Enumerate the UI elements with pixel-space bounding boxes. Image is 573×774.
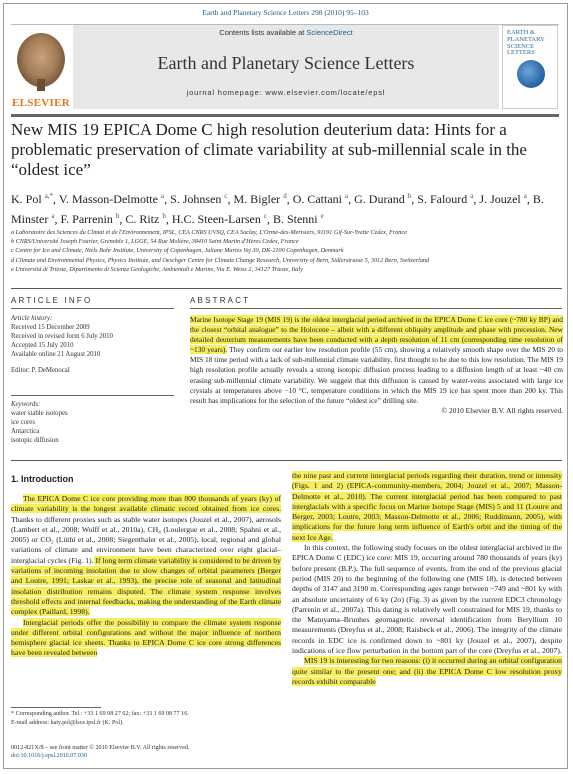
abstract-text: They confirm our earlier low resolution profile (55 cm), showing a relatively smooth shape over the MIS 20 to MIS 18 time period with a lack of sub-millennial climate variability, first thought to be due to this low resolution. The MIS 19 high resolution profile actually reveals a strong isotopic diffusion process leading to a diffusion length of at least ~40 cm erasing sub-millennial climate variability. We suggest that this diffusion is caused by water-veins associated with large ice crystals at temperatures above −10 °C, temperature conditions in which the MIS 19 ice has spent more than 200 ky. This result has implications for the selection of the future “oldest ice” drilling site.	[190, 345, 564, 405]
affiliation-marker[interactable]: a,*	[44, 192, 54, 200]
issn-line: 0012-821X/$ – see front matter © 2010 Elsevier B.V. All rights reserved.	[11, 745, 190, 751]
journal-reference[interactable]: Earth and Planetary Science Letters 298 (2010) 95–103	[202, 8, 369, 17]
abstract-highlight: Marine Isotope Stage 19 (MIS 19) is the oldest interglacial period archived in the EPICA Dome C ice core (~780 ky BP) and the closest “orbital analogue” to the Holocene – albeit with a different obliquity amplitude and phase with precession. New detailed deuterium measurements have been conducted with a depth resolution of 11 cm (corresponding time resolution of ~130 years).	[190, 315, 563, 355]
author-name: M. Bigler $^d$	[233, 192, 287, 206]
article-history	[11, 314, 176, 359]
keyword: water stable isotopes	[11, 410, 68, 417]
divider	[11, 288, 562, 289]
affiliation: d Climate and Environmental Physics, Physics Institute, and Oeschger Centre for Climate Change Research, University of Bern, Sidlerstrasse 5, 3012 Bern, Switzerland	[11, 256, 430, 264]
author-name: H.C. Steen-Larsen $^c$	[171, 211, 267, 226]
affiliation-marker[interactable]: a	[470, 192, 474, 200]
paragraph	[292, 656, 562, 687]
affiliation: a Laboratoire des Sciences du Climat et de l'Environnement, IPSL, CEA CNRS UVSQ, CEA Saclay, L'Orme-des-Merisiers, 91191 Gif-Sur-Yvette Cedex, France	[11, 229, 407, 236]
history-item: Available online 21 August 2010	[11, 351, 101, 358]
divider	[11, 460, 562, 461]
affiliation-marker[interactable]: a	[523, 192, 527, 200]
paragraph	[11, 494, 281, 618]
author-name: B. Stenni $^e$	[272, 211, 324, 226]
highlight: the nine past and current interglacial periods regarding their duration, trend or intensity (Figs. 1 and 2) (EPICA-community-members, 2004; Jouzel et al., 2007; Masson-Delmotte et al., 2010). The current interglacial period has been compared to past interglacials with a specific focus on Marine Isotope Stage (MIS) 5 and 11 (Loutre and Berger, 2003; Loutre, 2003; Masson-Delmotte et al., 2006; Ruddimann, 2005), with implications for the future long term influence of Earth's orbit and the timing of the next Ice Age.	[292, 471, 562, 542]
corresponding-author: * Corresponding author. Tel.: +33 1 69 08 27 02; fax: +33 1 69 08 77 16.	[11, 711, 189, 717]
tree-trunk-icon	[37, 79, 45, 91]
history-item: Accepted 15 July 2010	[11, 342, 74, 349]
history-label: Article history:	[11, 315, 53, 322]
author-name: B. Minster $^a$	[11, 192, 544, 226]
author-name: F. Parrenin $^b$	[60, 211, 120, 226]
right-column	[292, 471, 562, 687]
affiliation: b CNRS/Université Joseph Fourier, Grenoble 1, LGGE, 54 Rue Molière, 38410 Saint Martin d'Hères Cedex, France	[11, 238, 299, 246]
highlight: MIS 19 is interesting for two reasons: (i) it occurred during an orbital configuration quite similar to the present one; and (ii) the EPICA Dome C low resolution proxy records exhibit comparable	[292, 656, 562, 686]
highlight: If long term climate variability is considered to be driven by variations of incoming insolation due to slow changes of orbital parameters (Berger and Loutre, 1991; Laskar et al., 1993), the precise role of seasonal and latitudinal insolation distribution remains disputed. The climate system response involves threshold effects and internal feedbacks, making the understanding of the Earth climate complex (Paillard, 1998).	[11, 555, 281, 617]
author-name: V. Masson-Delmotte $^a$	[58, 192, 165, 206]
divider	[190, 308, 562, 309]
affiliation-marker[interactable]: c	[224, 192, 228, 200]
email-address[interactable]: E-mail address: katy.pol@lsce.ipsl.fr (K. Pol).	[11, 719, 124, 726]
header-banner	[73, 25, 499, 109]
keyword: isotopic diffusion	[11, 437, 59, 444]
journal-cover-thumbnail	[502, 25, 558, 109]
affiliation: e Università di Trieste, Dipartimento di Scienze Geologiche, Ambientali e Marine, Via E. Weiss 2, 34127 Trieste, Italy	[11, 265, 303, 273]
affiliation-marker[interactable]: b	[407, 192, 412, 200]
contents-prefix: Contents lists available at	[219, 28, 307, 37]
copyright: © 2010 Elsevier B.V. All rights reserved.	[441, 405, 563, 415]
highlight: Interglacial periods offer the possibility to compare the climate system response under different orbital configurations and without the major influence of northern hemisphere glacial ice sheets. Thanks to EPICA Dome C ice core strong differences have been revealed between	[11, 617, 281, 658]
editor-line: Editor: P. DeMenocal	[11, 367, 70, 374]
left-column	[11, 494, 281, 659]
journal-header	[11, 24, 559, 117]
abstract-heading: ABSTRACT	[190, 296, 251, 305]
affiliation-marker[interactable]: d	[283, 192, 287, 200]
journal-title: Earth and Planetary Science Letters	[157, 53, 415, 73]
journal-homepage[interactable]: journal homepage: www.elsevier.com/locate/epsl	[186, 88, 386, 97]
affiliation-marker[interactable]: b	[115, 211, 120, 220]
history-item: Received 15 December 2009	[11, 324, 90, 331]
footnote-divider	[11, 707, 101, 708]
contents-line	[73, 28, 499, 37]
publisher-logo-text: ELSEVIER	[11, 97, 71, 109]
affiliation-list	[11, 228, 561, 274]
globe-icon	[517, 60, 545, 88]
abstract-body	[190, 315, 563, 416]
author-name: S. Falourd $^a$	[417, 192, 474, 206]
article-info-heading: ARTICLE INFO	[11, 296, 93, 305]
paragraph: In this context, the following study focuses on the oldest interglacial archived in the EPICA Dome C (EDC) ice core: MIS 19, occurring around 780 thousands of years (ky) before present (B.P.). The full sequence of events, from the end of the previous glacial period (MIS 20) to the beginning of the following one (MIS 18), is detected between depths of 3147 and 3190 m. Corresponding ages range between ~749 and ~801 ky with an absolute uncertainty of 6 ky (2σ) (Fig. 3) as given by the current EDC3 chronology (Parrenin et al., 2007a). This dating is relatively well constrained for MIS 19, thanks to the Matuyama–Brunhes geomagnetic reversal identification from Beryllium 10 measurements (Dreyfus et al., 2008; Raisbeck et al., 2006). The integrity of the climate records in EDC ice is confirmed down to ~801 ky (Jouzel et al., 2007), despite indications of ice flow perturbation in the bottom part of the core (Dreyfus et al., 2007).	[292, 543, 562, 656]
history-item: Received in revised form 6 July 2010	[11, 333, 113, 340]
elsevier-logo	[11, 29, 71, 111]
author-name: G. Durand $^b$	[354, 192, 412, 206]
author-name: J. Jouzel $^a$	[479, 192, 527, 206]
highlight: The EPICA Dome C ice core providing more than 800 thousands of years (ky) of climate variability is the longest available climatic record obtained from ice cores.	[11, 494, 281, 514]
cover-title: EARTH & PLANETARY SCIENCE LETTERS	[507, 29, 545, 57]
paper-page	[3, 3, 568, 769]
author-name: K. Pol $^{a,*}$	[11, 192, 54, 206]
text: Thanks to different proxies such as stable water isotopes (Jouzel et al., 2007), aerosols (Lambert et al., 2008; Wolff et al., 2010a), CH₄ (Loulergue et al., 2008; Spahni et al., 2005) or CO₂ (Lüthi et al., 2008; Siegenthaler et al., 2005), local, regional and global variations of climate and environment have been characterized over eight glacial–interglacial cycles (Fig. 1).	[11, 514, 281, 565]
divider	[11, 308, 174, 309]
keyword: ice cores	[11, 419, 35, 426]
paragraph	[292, 471, 562, 543]
doi-link[interactable]: doi:10.1016/j.epsl.2010.07.030	[11, 753, 88, 760]
author-name: C. Ritz $^b$	[125, 211, 166, 226]
affiliation-marker[interactable]: a	[345, 192, 349, 200]
keywords	[11, 400, 176, 445]
article-title: New MIS 19 EPICA Dome C high resolution deuterium data: Hints for a problematic preservation of climate variability at sub-millennial scale in the “oldest ice”	[11, 120, 527, 179]
author-list: K. Pol $^{a,*}$, V. Masson-Delmotte $^a$, S. Johnsen $^c$, M. Bigler $^d$, O. Cattani $^a$, G. Durand $^b$, S. Falourd $^a$, J. Jouzel $^a$, B. Minster $^a$, F. Parrenin $^b$, C. Ritz $^b$, H.C. Steen-Larsen $^c$, B. Stenni $^e$	[11, 192, 544, 226]
sciencedirect-link[interactable]: ScienceDirect	[306, 28, 353, 37]
affiliation-marker[interactable]: a	[160, 192, 165, 200]
author-name: O. Cattani $^a$	[292, 192, 349, 206]
affiliation-marker[interactable]: e	[320, 211, 324, 220]
section-heading: 1. Introduction	[11, 474, 74, 484]
affiliation-marker[interactable]: b	[162, 211, 166, 220]
keywords-label: Keywords:	[11, 401, 41, 408]
divider	[11, 395, 174, 396]
affiliation: c Centre for Ice and Climate, Niels Bohr Institute, University of Copenhagen, Juliane Maries Vej 30, DK-2100 Copenhagen, Denmark	[11, 247, 344, 255]
publication-meta	[11, 744, 311, 761]
affiliation-marker[interactable]: a	[51, 211, 55, 220]
footnote	[11, 710, 286, 727]
affiliation-marker[interactable]: c	[263, 211, 267, 220]
keyword: Antarctica	[11, 428, 40, 435]
author-name: S. Johnsen $^c$	[170, 192, 228, 206]
paragraph	[11, 618, 281, 659]
